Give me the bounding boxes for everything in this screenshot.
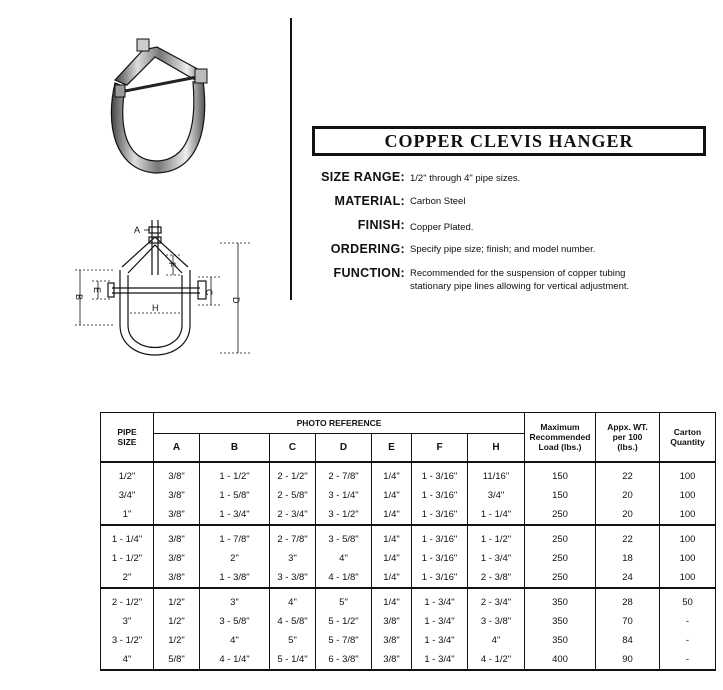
table-cell: 1/4" [372, 525, 412, 549]
header-col-b: B [200, 434, 270, 462]
table-cell: 1 - 5/8" [200, 486, 270, 505]
dim-label-c: C [204, 289, 214, 296]
table-cell: 3/8" [154, 568, 200, 588]
header-col-d: D [316, 434, 372, 462]
table-cell: 2 - 3/8" [468, 568, 525, 588]
table-cell: 100 [660, 549, 716, 568]
table-cell: 3 - 1/2" [316, 505, 372, 525]
table-cell: 1 - 1/4" [101, 525, 154, 549]
table-cell: 1/4" [372, 568, 412, 588]
dimension-table [100, 412, 716, 671]
table-cell: 250 [525, 505, 596, 525]
table-cell: 100 [660, 462, 716, 486]
table-cell: 3 - 3/8" [468, 612, 525, 631]
table-cell: 1 - 1/2" [101, 549, 154, 568]
table-cell: 250 [525, 525, 596, 549]
dim-label-d: D [231, 297, 241, 304]
header-col-c: C [270, 434, 316, 462]
header-weight-line3: (lbs.) [617, 442, 638, 452]
table-cell: - [660, 612, 716, 631]
table-cell: 70 [596, 612, 660, 631]
table-cell: 11/16" [468, 462, 525, 486]
table-cell: 1 - 3/16" [412, 568, 468, 588]
table-cell: 2 - 7/8" [316, 462, 372, 486]
table-cell: 3/8" [154, 486, 200, 505]
table-cell: 3/8" [154, 549, 200, 568]
table-cell: 1 - 1/2" [200, 462, 270, 486]
table-cell: 150 [525, 486, 596, 505]
spec-label-size-range: SIZE RANGE: [321, 170, 405, 184]
table-cell: 4" [270, 588, 316, 612]
table-cell: 22 [596, 525, 660, 549]
table-cell: 1 - 1/2" [468, 525, 525, 549]
table-cell: 1 - 3/16" [412, 505, 468, 525]
table-cell: 3/8" [154, 525, 200, 549]
table-cell: 3/4" [468, 486, 525, 505]
table-cell: 5" [316, 588, 372, 612]
table-cell: 4" [468, 631, 525, 650]
table-row [101, 612, 716, 631]
table-cell: 1 - 3/16" [412, 549, 468, 568]
table-cell: 1 - 3/16" [412, 462, 468, 486]
table-cell: 1 - 3/4" [412, 588, 468, 612]
spec-value-function-line1: Recommended for the suspension of copper tubing [410, 268, 626, 279]
table-cell: 1 - 3/16" [412, 525, 468, 549]
header-pipe-size-line2: SIZE [117, 437, 137, 447]
header-weight-line2: per 100 [612, 432, 643, 442]
header-photo-reference: PHOTO REFERENCE [154, 413, 525, 434]
table-cell: 50 [660, 588, 716, 612]
table-cell: 3/8" [372, 650, 412, 670]
table-cell: 100 [660, 568, 716, 588]
table-cell: 3" [270, 549, 316, 568]
table-cell: 6 - 3/8" [316, 650, 372, 670]
header-weight [596, 413, 660, 463]
dim-label-h: H [152, 303, 159, 313]
table-cell: 1/4" [372, 486, 412, 505]
table-row [101, 505, 716, 525]
table-cell: 2 - 3/4" [468, 588, 525, 612]
table-cell: 1 - 3/4" [468, 549, 525, 568]
table-cell: 3 - 5/8" [316, 525, 372, 549]
table-cell: - [660, 650, 716, 670]
table-cell: 3/8" [154, 462, 200, 486]
header-max-load-line3: Load (lbs.) [538, 442, 582, 452]
table-cell: 5 - 7/8" [316, 631, 372, 650]
table-cell: 1/2" [101, 462, 154, 486]
table-row [101, 549, 716, 568]
header-carton-line1: Carton [673, 427, 702, 437]
table-row [101, 631, 716, 650]
table-cell: 3 - 3/8" [270, 568, 316, 588]
table-cell: 2 - 1/2" [270, 462, 316, 486]
header-col-e: E [372, 434, 412, 462]
table-cell: 1" [101, 505, 154, 525]
table-cell: 20 [596, 486, 660, 505]
table-cell: 2 - 7/8" [270, 525, 316, 549]
table-cell: 4 - 1/4" [200, 650, 270, 670]
table-cell: - [660, 631, 716, 650]
spec-label-function: FUNCTION: [333, 266, 405, 280]
table-cell: 150 [525, 462, 596, 486]
table-cell: 350 [525, 612, 596, 631]
table-row [101, 486, 716, 505]
table-row [101, 462, 716, 486]
table-cell: 4 - 1/8" [316, 568, 372, 588]
table-row [101, 650, 716, 670]
table-cell: 2 - 5/8" [270, 486, 316, 505]
table-cell: 1 - 7/8" [200, 525, 270, 549]
table-cell: 4 - 5/8" [270, 612, 316, 631]
table-cell: 4" [200, 631, 270, 650]
table-cell: 1/4" [372, 549, 412, 568]
table-cell: 250 [525, 549, 596, 568]
table-cell: 350 [525, 588, 596, 612]
table-cell: 3/4" [101, 486, 154, 505]
header-col-h: H [468, 434, 525, 462]
header-pipe-size [101, 413, 154, 463]
table-cell: 1 - 3/4" [412, 650, 468, 670]
table-cell: 5" [270, 631, 316, 650]
table-cell: 100 [660, 486, 716, 505]
header-col-a: A [154, 434, 200, 462]
spec-label-material: MATERIAL: [334, 194, 405, 208]
section-divider [290, 18, 292, 300]
table-cell: 3/8" [372, 631, 412, 650]
header-carton-line2: Quantity [670, 437, 705, 447]
header-max-load-line2: Recommended [529, 432, 591, 442]
dim-label-a: A [134, 225, 141, 235]
product-title: COPPER CLEVIS HANGER [384, 130, 634, 151]
table-cell: 28 [596, 588, 660, 612]
hanger-illustration [85, 35, 225, 185]
spec-value-size-range: 1/2" through 4" pipe sizes. [410, 173, 521, 184]
table-cell: 1/4" [372, 588, 412, 612]
spec-value-function [410, 267, 710, 293]
spec-value-material: Carbon Steel [410, 196, 466, 207]
table-cell: 5 - 1/4" [270, 650, 316, 670]
spec-value-ordering: Specify pipe size; finish; and model number. [410, 244, 596, 255]
dim-label-b: B [74, 294, 84, 301]
table-row [101, 525, 716, 549]
table-row [101, 588, 716, 612]
header-max-load [525, 413, 596, 463]
table-cell: 1 - 3/16" [412, 486, 468, 505]
table-cell: 20 [596, 505, 660, 525]
table-cell: 3/8" [154, 505, 200, 525]
table-cell: 3/8" [372, 612, 412, 631]
table-cell: 1/2" [154, 612, 200, 631]
table-cell: 90 [596, 650, 660, 670]
table-cell: 100 [660, 505, 716, 525]
table-cell: 18 [596, 549, 660, 568]
table-cell: 100 [660, 525, 716, 549]
table-cell: 4 - 1/2" [468, 650, 525, 670]
table-cell: 1/2" [154, 631, 200, 650]
table-body [101, 462, 716, 670]
table-cell: 1 - 3/4" [200, 505, 270, 525]
table-cell: 2 - 3/4" [270, 505, 316, 525]
table-cell: 2 - 1/2" [101, 588, 154, 612]
spec-value-function-line2: stationary pipe lines allowing for vertical adjustment. [410, 281, 630, 292]
table-cell: 2" [101, 568, 154, 588]
table-cell: 3" [200, 588, 270, 612]
table-cell: 3" [101, 612, 154, 631]
header-carton [660, 413, 716, 463]
dimension-diagram [70, 215, 260, 375]
header-max-load-line1: Maximum [540, 422, 580, 432]
spec-label-ordering: ORDERING: [330, 242, 405, 256]
table-cell: 1/4" [372, 505, 412, 525]
table-cell: 250 [525, 568, 596, 588]
dim-label-f: F [167, 262, 177, 268]
table-cell: 24 [596, 568, 660, 588]
table-cell: 5 - 1/2" [316, 612, 372, 631]
table-cell: 5/8" [154, 650, 200, 670]
table-cell: 1/2" [154, 588, 200, 612]
table-cell: 2" [200, 549, 270, 568]
table-row [101, 568, 716, 588]
table-cell: 4" [316, 549, 372, 568]
table-cell: 4" [101, 650, 154, 670]
table-cell: 1 - 1/4" [468, 505, 525, 525]
dim-label-e: E [92, 287, 102, 294]
header-pipe-size-line1: PIPE [117, 427, 137, 437]
table-cell: 22 [596, 462, 660, 486]
table-cell: 84 [596, 631, 660, 650]
spec-value-finish: Copper Plated. [410, 222, 474, 233]
table-cell: 3 - 1/2" [101, 631, 154, 650]
table-cell: 3 - 5/8" [200, 612, 270, 631]
table-cell: 400 [525, 650, 596, 670]
header-weight-line1: Appx. WT. [607, 422, 648, 432]
table-cell: 3 - 1/4" [316, 486, 372, 505]
table-cell: 350 [525, 631, 596, 650]
product-title-box [312, 126, 706, 156]
spec-label-finish: FINISH: [357, 218, 405, 232]
table-cell: 1 - 3/4" [412, 631, 468, 650]
table-cell: 1/4" [372, 462, 412, 486]
header-col-f: F [412, 434, 468, 462]
table-cell: 1 - 3/4" [412, 612, 468, 631]
table-cell: 1 - 3/8" [200, 568, 270, 588]
